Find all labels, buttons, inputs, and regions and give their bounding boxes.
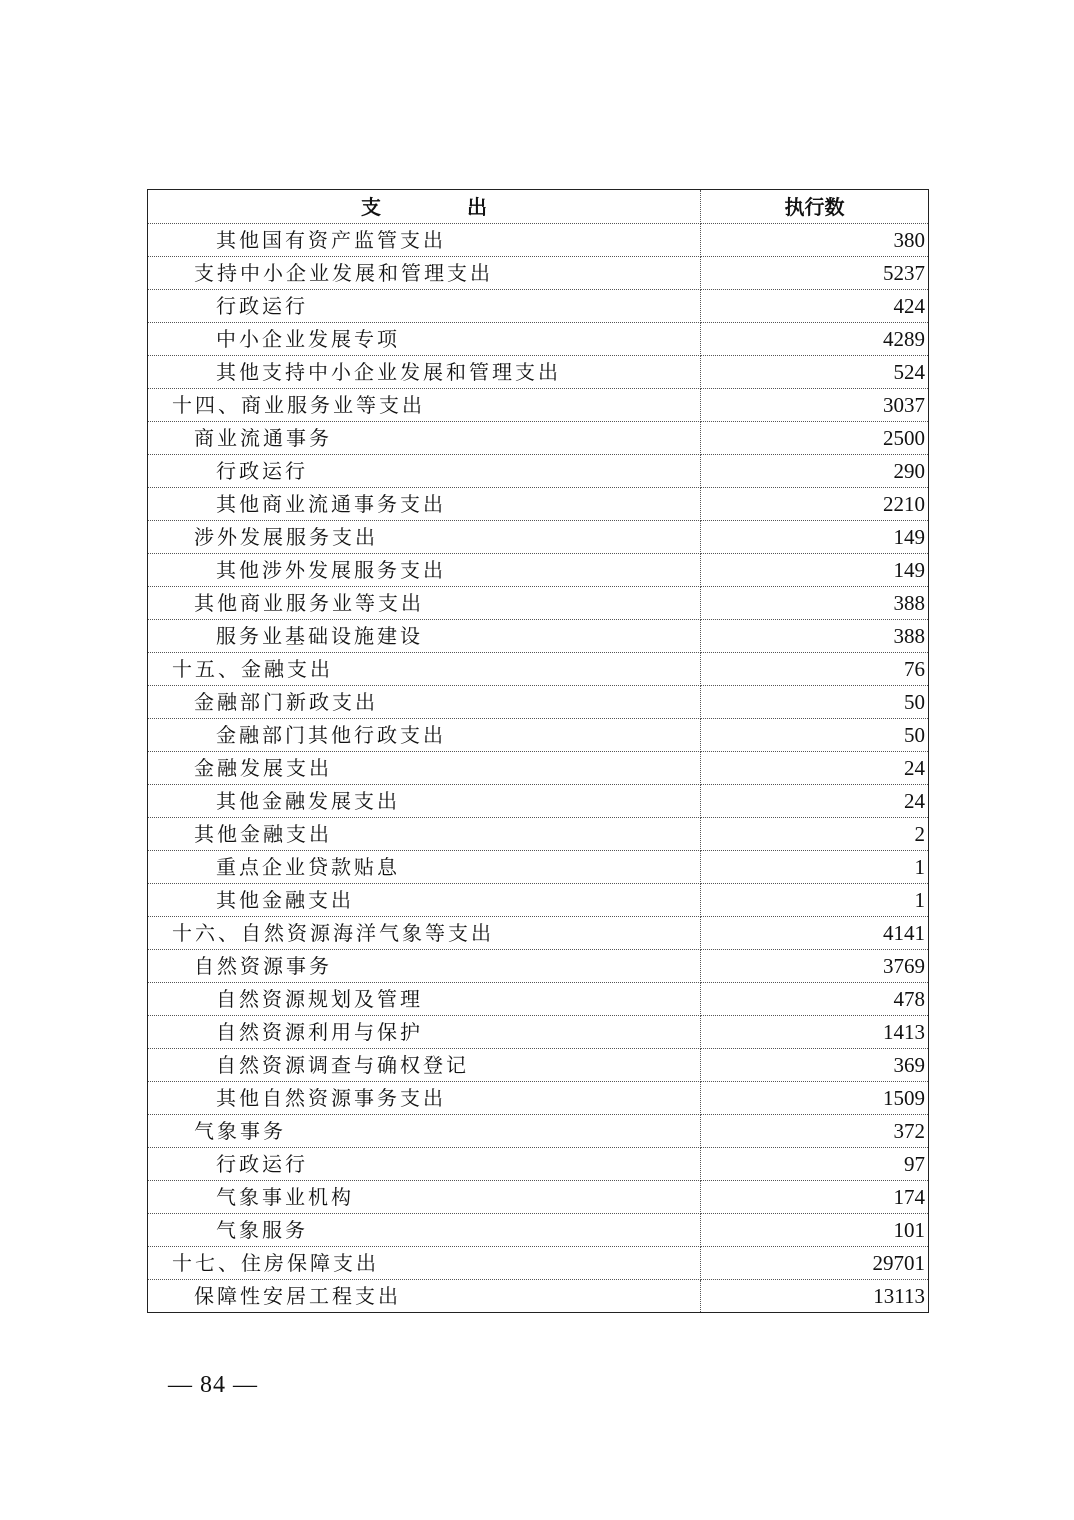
table-row [148,224,929,257]
table-row [148,1148,929,1181]
row-item-name: 行政运行 [148,1148,701,1181]
table-row [148,752,929,785]
table-row [148,422,929,455]
table-row [148,950,929,983]
row-item-name: 其他涉外发展服务支出 [148,554,701,587]
row-item-value: 101 [701,1214,929,1247]
row-item-value: 1 [701,884,929,917]
table-row [148,389,929,422]
row-item-name: 重点企业贷款贴息 [148,851,701,884]
row-item-value: 50 [701,719,929,752]
row-item-name: 保障性安居工程支出 [148,1280,701,1313]
row-item-name: 气象事业机构 [148,1181,701,1214]
table-body [148,224,929,1313]
row-item-name: 十七、住房保障支出 [148,1247,701,1280]
table-row [148,686,929,719]
row-item-name: 其他金融支出 [148,884,701,917]
row-item-value: 1509 [701,1082,929,1115]
table-row [148,455,929,488]
table-row [148,323,929,356]
header-expenditure-part1: 支 [361,194,381,219]
row-item-name: 十五、金融支出 [148,653,701,686]
row-item-value: 2 [701,818,929,851]
table-row [148,620,929,653]
table-row [148,257,929,290]
row-item-name: 自然资源规划及管理 [148,983,701,1016]
row-item-value: 97 [701,1148,929,1181]
row-item-name: 自然资源事务 [148,950,701,983]
row-item-value: 24 [701,785,929,818]
page-number: — 84 — [168,1372,258,1398]
row-item-value: 388 [701,587,929,620]
row-item-name: 气象服务 [148,1214,701,1247]
table-row [148,554,929,587]
table-row [148,290,929,323]
row-item-name: 支持中小企业发展和管理支出 [148,257,701,290]
table-row [148,1214,929,1247]
row-item-name: 其他商业服务业等支出 [148,587,701,620]
table-row [148,785,929,818]
row-item-value: 424 [701,290,929,323]
row-item-name: 自然资源调查与确权登记 [148,1049,701,1082]
table-row [148,1016,929,1049]
table-row [148,1082,929,1115]
row-item-name: 气象事务 [148,1115,701,1148]
row-item-name: 金融发展支出 [148,752,701,785]
table-row [148,917,929,950]
table-row [148,719,929,752]
row-item-name: 十六、自然资源海洋气象等支出 [148,917,701,950]
row-item-name: 金融部门其他行政支出 [148,719,701,752]
table-row [148,851,929,884]
row-item-value: 524 [701,356,929,389]
expenditure-table [147,189,929,1313]
row-item-name: 自然资源利用与保护 [148,1016,701,1049]
row-item-name: 中小企业发展专项 [148,323,701,356]
table-row [148,587,929,620]
row-item-value: 4289 [701,323,929,356]
table-row [148,983,929,1016]
row-item-value: 13113 [873,1284,925,1308]
row-item-value: 5237 [701,257,929,290]
table-row [148,521,929,554]
row-item-value: 50 [701,686,929,719]
table-row [148,1247,929,1280]
header-expenditure [148,190,701,224]
row-item-value: 369 [701,1049,929,1082]
header-executed-amount: 执行数 [701,190,929,224]
header-expenditure-part2: 出 [467,194,487,219]
table-row [148,488,929,521]
row-item-value: 380 [701,224,929,257]
row-item-name: 金融部门新政支出 [148,686,701,719]
row-item-value: 149 [701,554,929,587]
row-item-value: 149 [701,521,929,554]
table-row [148,884,929,917]
table-row [148,356,929,389]
table-row [148,1181,929,1214]
row-item-name: 十四、商业服务业等支出 [148,389,701,422]
row-item-name: 行政运行 [148,290,701,323]
row-item-value: 3037 [701,389,929,422]
row-item-value: 2210 [701,488,929,521]
row-item-name: 行政运行 [148,455,701,488]
row-item-value: 4141 [701,917,929,950]
table-row [148,653,929,686]
row-item-value: 29701 [701,1247,929,1280]
row-item-name: 服务业基础设施建设 [148,620,701,653]
row-item-name: 其他支持中小企业发展和管理支出 [148,356,701,389]
table-row [148,1049,929,1082]
row-item-value: 372 [701,1115,929,1148]
row-item-value: 174 [701,1181,929,1214]
row-item-value: 76 [701,653,929,686]
row-item-value: 1413 [701,1016,929,1049]
row-item-name: 涉外发展服务支出 [148,521,701,554]
row-item-name: 其他国有资产监管支出 [148,224,701,257]
table-row [148,818,929,851]
row-item-value: 1 [701,851,929,884]
row-item-value: 478 [701,983,929,1016]
row-item-value: 388 [701,620,929,653]
row-item-name: 其他自然资源事务支出 [148,1082,701,1115]
table-row [148,1280,929,1313]
table-row [148,1115,929,1148]
row-item-name: 其他商业流通事务支出 [148,488,701,521]
table-header-row [148,190,929,224]
row-item-value: 290 [701,455,929,488]
row-item-value: 2500 [701,422,929,455]
row-item-name: 商业流通事务 [148,422,701,455]
row-item-value: 3769 [701,950,929,983]
row-item-value: 24 [701,752,929,785]
row-item-name: 其他金融支出 [148,818,701,851]
row-item-name: 其他金融发展支出 [148,785,701,818]
